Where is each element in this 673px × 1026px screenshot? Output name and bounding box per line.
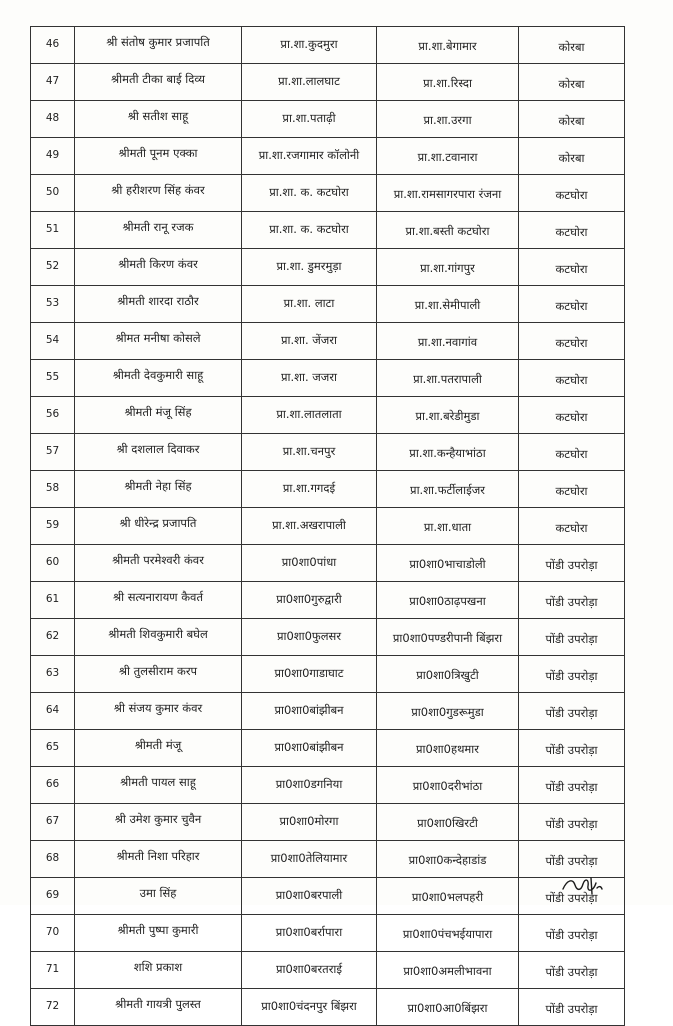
teacher-name-cell: श्रीमती निशा परिहार [75,841,242,878]
block-cell: पोंडी उपरोड़ा [519,804,625,841]
serial-number-cell: 68 [31,841,75,878]
table-row [31,397,625,434]
teacher-name-cell: श्री तुलसीराम करप [75,656,242,693]
block-cell: पोंडी उपरोड़ा [519,915,625,952]
table-row [31,841,625,878]
table-row [31,471,625,508]
serial-number-cell: 56 [31,397,75,434]
current-school-cell: प्रा0शा0गुरुद्वारी [242,582,377,619]
teacher-name-cell: श्रीमती टीका बाई दिव्य [75,64,242,101]
new-school-cell: प्रा.शा.रिस्दा [377,64,519,101]
new-school-cell: प्रा0शा0आ0बिंझरा [377,989,519,1026]
teacher-name-cell: श्री सत्यनारायण कैवर्त [75,582,242,619]
teacher-name-cell: श्रीमती मंजू सिंह [75,397,242,434]
teacher-name-cell: श्रीमती पायल साहू [75,767,242,804]
block-cell: पोंडी उपरोड़ा [519,582,625,619]
current-school-cell: प्रा0शा0बर्रापारा [242,915,377,952]
block-cell: पोंडी उपरोड़ा [519,767,625,804]
new-school-cell: प्रा0शा0गुडरूमुडा [377,693,519,730]
table-row [31,952,625,989]
block-cell: कटघोरा [519,175,625,212]
serial-number-cell: 61 [31,582,75,619]
current-school-cell: प्रा.शा.लातलाता [242,397,377,434]
block-cell: पोंडी उपरोड़ा [519,841,625,878]
serial-number-cell: 62 [31,619,75,656]
block-cell: कटघोरा [519,212,625,249]
teacher-name-cell: श्रीमती देवकुमारी साहू [75,360,242,397]
table-row [31,434,625,471]
teacher-name-cell: श्री दशलाल दिवाकर [75,434,242,471]
block-cell: कटघोरा [519,360,625,397]
serial-number-cell: 49 [31,138,75,175]
current-school-cell: प्रा0शा0बरपाली [242,878,377,915]
block-cell: पोंडी उपरोड़ा [519,693,625,730]
new-school-cell: प्रा0शा0पंचभईयापारा [377,915,519,952]
current-school-cell: प्रा0शा0पांधा [242,545,377,582]
serial-number-cell: 67 [31,804,75,841]
teacher-name-cell: श्री संजय कुमार कंवर [75,693,242,730]
serial-number-cell: 58 [31,471,75,508]
new-school-cell: प्रा.शा.धाता [377,508,519,545]
current-school-cell: प्रा0शा0चंदनपुर बिंझरा [242,989,377,1026]
table-row [31,101,625,138]
serial-number-cell: 50 [31,175,75,212]
block-cell: कोरबा [519,27,625,64]
current-school-cell: प्रा0शा0तेलियामार [242,841,377,878]
table-row [31,286,625,323]
table-row [31,989,625,1026]
new-school-cell: प्रा.शा.बरेडीमुडा [377,397,519,434]
current-school-cell: प्रा0शा0गाडाघाट [242,656,377,693]
new-school-cell: प्रा.शा.गांगपुर [377,249,519,286]
table-row [31,138,625,175]
new-school-cell: प्रा0शा0भाचाडोली [377,545,519,582]
new-school-cell: प्रा0शा0हथमार [377,730,519,767]
block-cell: कटघोरा [519,434,625,471]
block-cell: पोंडी उपरोड़ा [519,989,625,1026]
serial-number-cell: 48 [31,101,75,138]
block-cell: पोंडी उपरोड़ा [519,656,625,693]
serial-number-cell: 69 [31,878,75,915]
serial-number-cell: 60 [31,545,75,582]
table-row [31,175,625,212]
block-cell: पोंडी उपरोड़ा [519,619,625,656]
current-school-cell: प्रा.शा.रजगामार कॉलोनी [242,138,377,175]
table-row [31,212,625,249]
block-cell: पोंडी उपरोड़ा [519,730,625,767]
teacher-name-cell: श्रीमती पुष्पा कुमारी [75,915,242,952]
serial-number-cell: 63 [31,656,75,693]
current-school-cell: प्रा0शा0मोरगा [242,804,377,841]
table-row [31,693,625,730]
serial-number-cell: 65 [31,730,75,767]
teacher-name-cell: श्रीमती शिवकुमारी बघेल [75,619,242,656]
teacher-name-cell: श्री उमेश कुमार चुवैन [75,804,242,841]
serial-number-cell: 46 [31,27,75,64]
new-school-cell: प्रा0शा0भलपहरी [377,878,519,915]
new-school-cell: प्रा0शा0दरीभांठा [377,767,519,804]
block-cell: कटघोरा [519,323,625,360]
new-school-cell: प्रा0शा0ठाढ़पखना [377,582,519,619]
teacher-name-cell: श्रीमती किरण कंवर [75,249,242,286]
new-school-cell: प्रा.शा.फर्टीलाईजर [377,471,519,508]
new-school-cell: प्रा.शा.बस्ती कटघोरा [377,212,519,249]
serial-number-cell: 52 [31,249,75,286]
handwritten-signature [560,874,604,896]
teacher-name-cell: श्री संतोष कुमार प्रजापति [75,27,242,64]
table-row [31,878,625,915]
new-school-cell: प्रा.शा.रामसागरपारा रंजना [377,175,519,212]
table-row [31,64,625,101]
table-row [31,545,625,582]
block-cell: कटघोरा [519,249,625,286]
block-cell: कोरबा [519,101,625,138]
block-cell: पोंडी उपरोड़ा [519,952,625,989]
new-school-cell: प्रा.शा.कन्हैयाभांठा [377,434,519,471]
current-school-cell: प्रा.शा. क. कटघोरा [242,212,377,249]
block-cell: कटघोरा [519,508,625,545]
current-school-cell: प्रा.शा.कुदमुरा [242,27,377,64]
current-school-cell: प्रा0शा0फुलसर [242,619,377,656]
table-row [31,730,625,767]
table-row [31,656,625,693]
table-row [31,27,625,64]
table-row [31,804,625,841]
serial-number-cell: 70 [31,915,75,952]
new-school-cell: प्रा.शा.बेगामार [377,27,519,64]
block-cell: कोरबा [519,64,625,101]
block-cell: कटघोरा [519,397,625,434]
new-school-cell: प्रा.शा.उरगा [377,101,519,138]
teacher-name-cell: श्रीमती नेहा सिंह [75,471,242,508]
serial-number-cell: 55 [31,360,75,397]
new-school-cell: प्रा0शा0त्रिखुटी [377,656,519,693]
teacher-name-cell: श्रीमती परमेश्वरी कंवर [75,545,242,582]
new-school-cell: प्रा.शा.नवागांव [377,323,519,360]
table-row [31,508,625,545]
block-cell: पोंडी उपरोड़ा [519,545,625,582]
new-school-cell: प्रा0शा0कन्देहाडांड [377,841,519,878]
block-cell: कटघोरा [519,286,625,323]
new-school-cell: प्रा0शा0पण्डरीपानी बिंझरा [377,619,519,656]
new-school-cell: प्रा.शा.पतरापाली [377,360,519,397]
current-school-cell: प्रा0शा0बांझीबन [242,693,377,730]
table-row [31,249,625,286]
current-school-cell: प्रा.शा. डुमरमुड़ा [242,249,377,286]
teacher-name-cell: श्री हरीशरण सिंह कंवर [75,175,242,212]
current-school-cell: प्रा.शा. लाटा [242,286,377,323]
block-cell: कटघोरा [519,471,625,508]
table-row [31,915,625,952]
serial-number-cell: 57 [31,434,75,471]
current-school-cell: प्रा0शा0डगनिया [242,767,377,804]
current-school-cell: प्रा.शा.लालघाट [242,64,377,101]
serial-number-cell: 51 [31,212,75,249]
teacher-name-cell: उमा सिंह [75,878,242,915]
block-cell: पोंडी उपरोड़ा [519,878,625,915]
table-row [31,582,625,619]
teacher-name-cell: श्रीमती रानू रजक [75,212,242,249]
current-school-cell: प्रा.शा.अखरापाली [242,508,377,545]
current-school-cell: प्रा.शा. क. कटघोरा [242,175,377,212]
current-school-cell: प्रा.शा.चनपुर [242,434,377,471]
current-school-cell: प्रा.शा. जेंजरा [242,323,377,360]
serial-number-cell: 64 [31,693,75,730]
teacher-name-cell: श्री धीरेन्द्र प्रजापति [75,508,242,545]
block-cell: कोरबा [519,138,625,175]
teacher-name-cell: श्रीमत मनीषा कोसले [75,323,242,360]
current-school-cell: प्रा0शा0बांझीबन [242,730,377,767]
current-school-cell: प्रा.शा.गगदई [242,471,377,508]
teacher-name-cell: श्रीमती शारदा राठौर [75,286,242,323]
teacher-name-cell: श्रीमती गायत्री पुलस्त [75,989,242,1026]
transfer-table [30,26,625,1026]
table-row [31,619,625,656]
serial-number-cell: 66 [31,767,75,804]
table-row [31,767,625,804]
current-school-cell: प्रा.शा. जजरा [242,360,377,397]
serial-number-cell: 72 [31,989,75,1026]
serial-number-cell: 54 [31,323,75,360]
teacher-name-cell: श्री सतीश साहू [75,101,242,138]
new-school-cell: प्रा.शा.टवानारा [377,138,519,175]
table-row [31,323,625,360]
new-school-cell: प्रा0शा0खिरटी [377,804,519,841]
transfer-table-body [31,27,625,1026]
serial-number-cell: 47 [31,64,75,101]
teacher-name-cell: शशि प्रकाश [75,952,242,989]
new-school-cell: प्रा0शा0अमलीभावना [377,952,519,989]
current-school-cell: प्रा0शा0बरतराई [242,952,377,989]
serial-number-cell: 59 [31,508,75,545]
new-school-cell: प्रा.शा.सेमीपाली [377,286,519,323]
serial-number-cell: 53 [31,286,75,323]
table-row [31,360,625,397]
teacher-name-cell: श्रीमती पूनम एक्का [75,138,242,175]
teacher-name-cell: श्रीमती मंजू [75,730,242,767]
current-school-cell: प्रा.शा.पताढ़ी [242,101,377,138]
serial-number-cell: 71 [31,952,75,989]
